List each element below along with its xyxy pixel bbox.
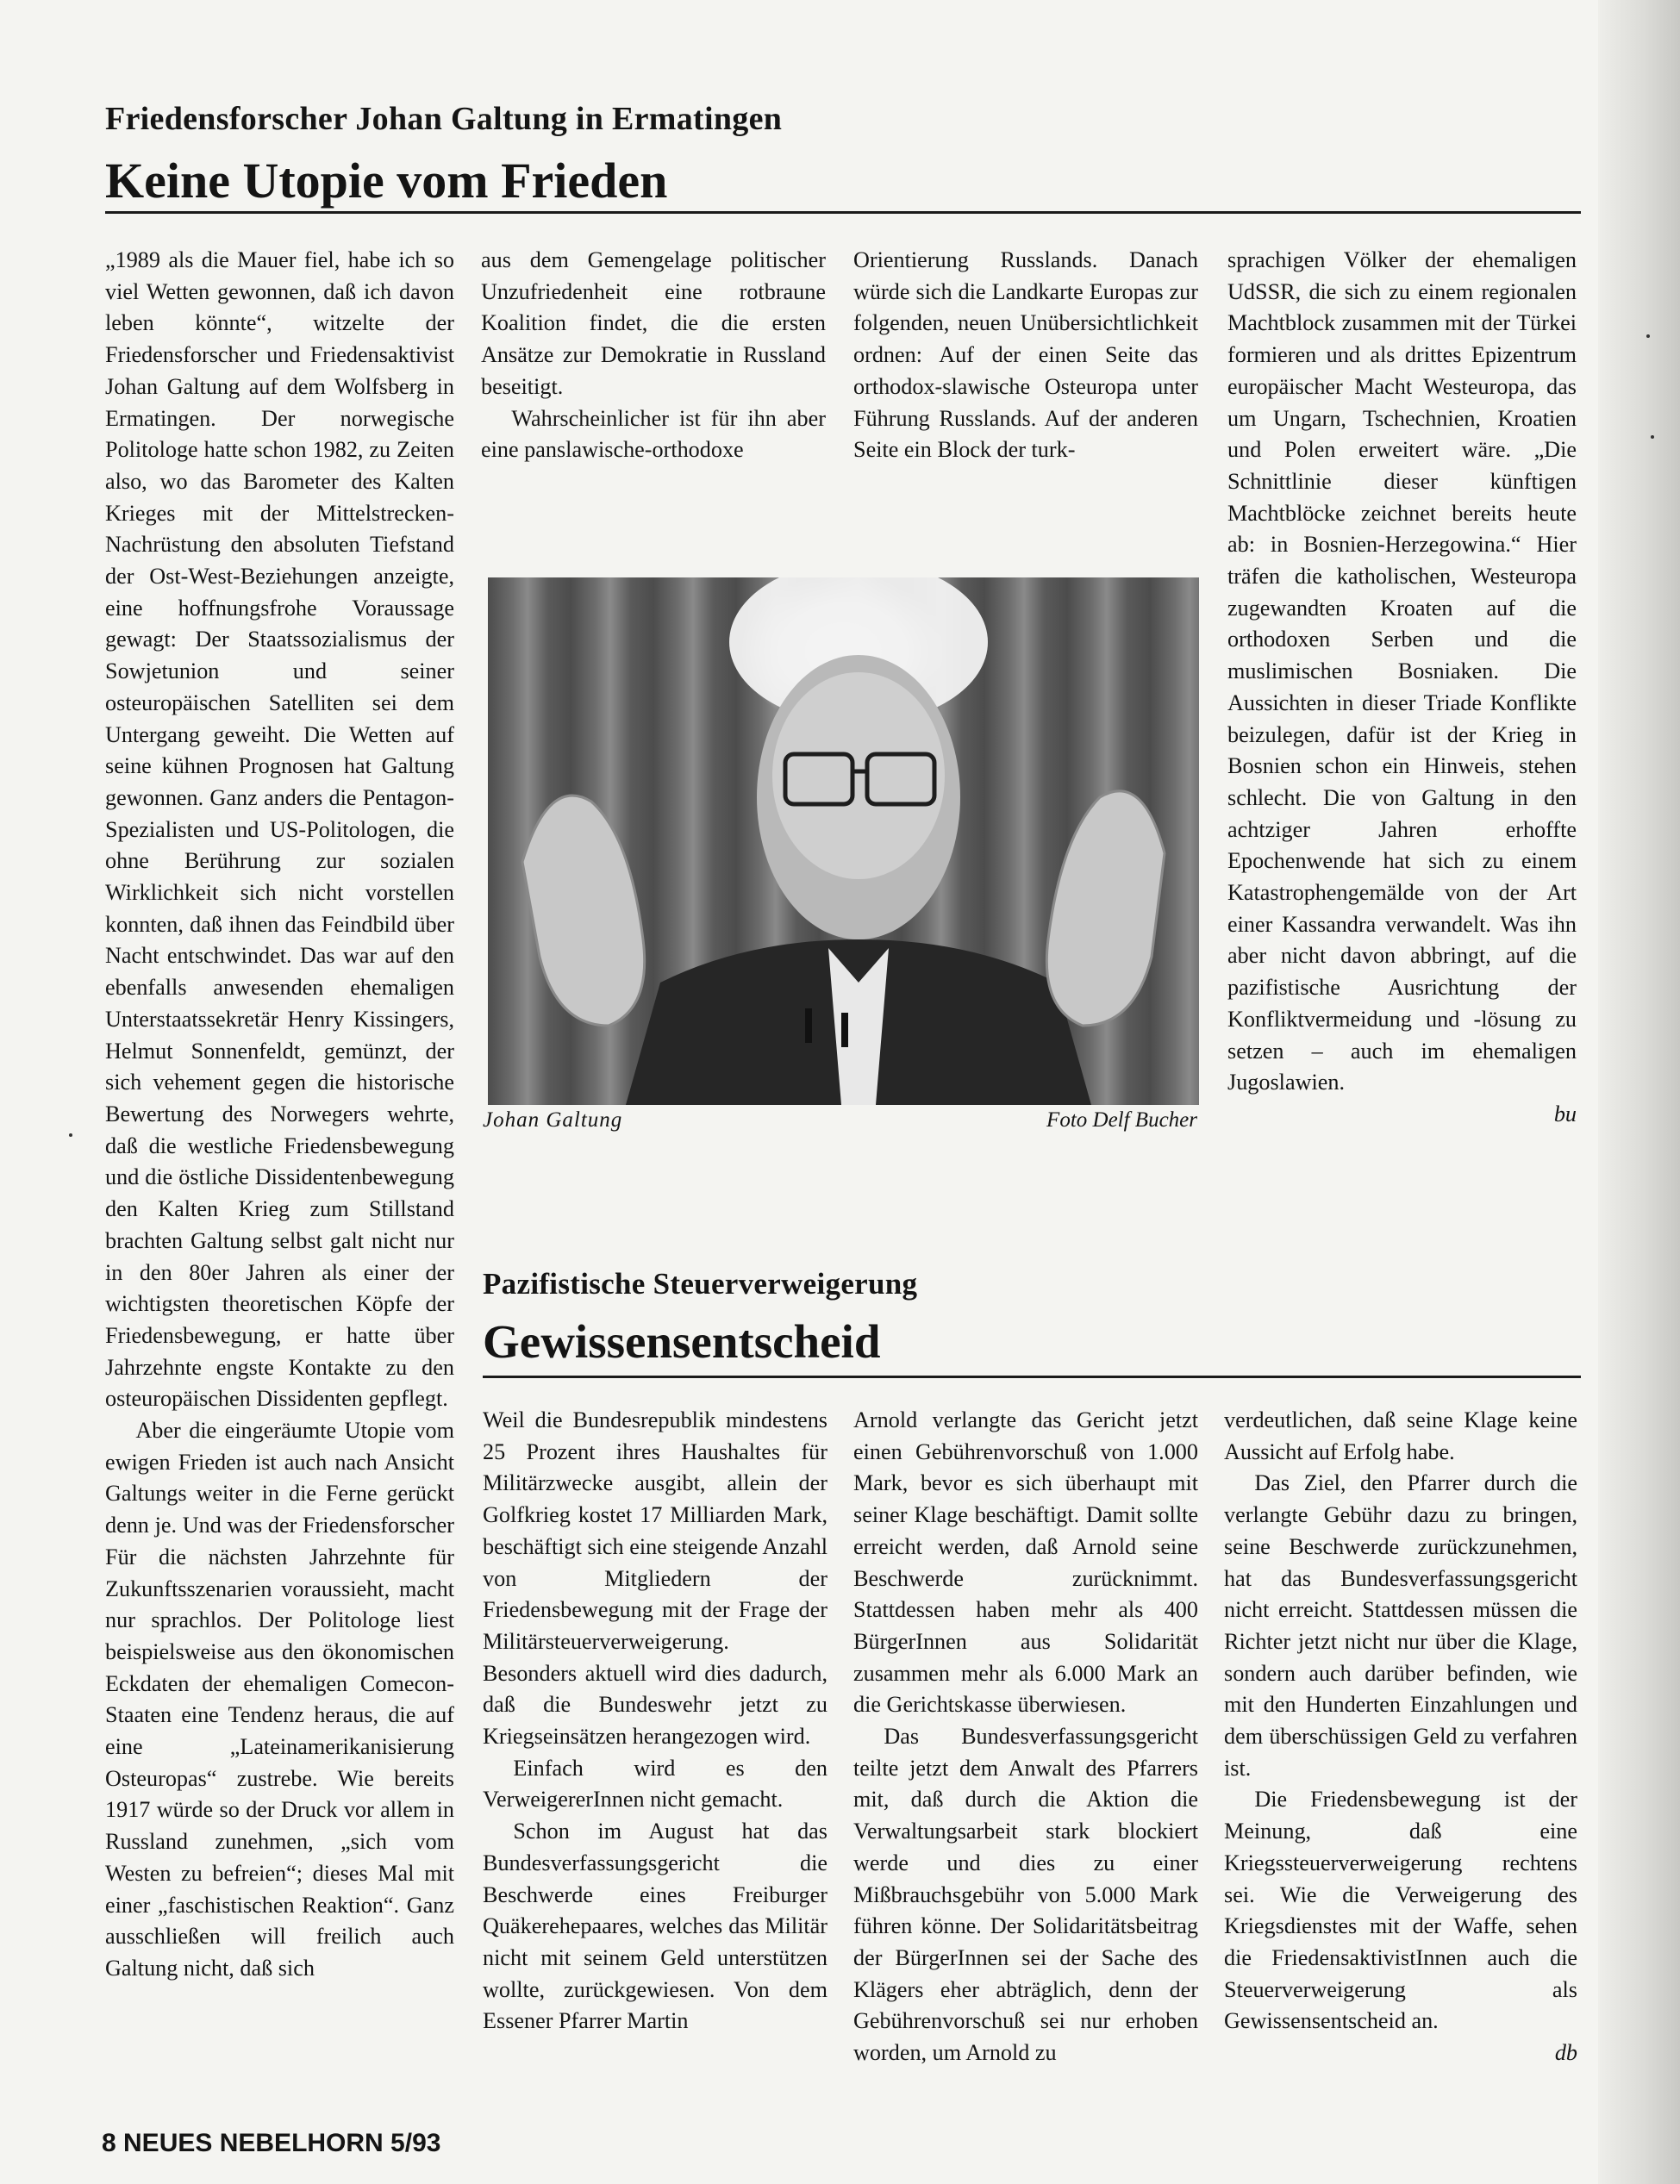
paragraph: aus dem Gemengelage politischer Unzufriedenheit eine rotbraune Koalition findet, die die ersten Ansätze zur Demokratie in Russland beseitigt. [481, 247, 826, 399]
article2-kicker: Pazifistische Steuerverweigerung [483, 1267, 918, 1301]
article1-column-1 [105, 245, 454, 1985]
paragraph: Aber die eingeräumte Utopie vom ewigen Frieden ist auch nach Ansicht Galtungs weiter in die Ferne gerückt denn je. Und was der Friedensforscher Für die nächsten Jahrzehnte für Zukunftsszenarien voraussieht, macht nur sprachlos. Der Politologe liest beispielsweise aus den ökonomischen Eckdaten der ehemaligen Comecon-Staaten eine Tendenz heraus, die auf eine „Lateinamerikanisierung Osteuropas“ zustrebe. Wie bereits 1917 würde so der Druck vor allem in Russland zunehmen, „sich vom Westen zu befreien“; dieses Mal mit einer „faschistischen Reaktion“. Ganz ausschließen will freilich auch Galtung nicht, daß sich [105, 1418, 454, 1981]
article2-rule [483, 1376, 1581, 1378]
paragraph: Die Friedensbewegung ist der Meinung, daß eine Kriegssteuerverweigerung rechtens sei. Wie die Verweigerung des Kriegsdienstes mit der Waffe, sehen die FriedensaktivistInnen auch die Steuerverweigerung als Gewissensentscheid an. [1224, 1787, 1577, 2034]
portrait-photo [488, 577, 1199, 1105]
paragraph: Schon im August hat das Bundesverfassungsgericht die Beschwerde eines Freiburger Quäkerehepaares, welches das Militär nicht mit seinem Geld unterstützen wollte, zurückgewiesen. Von dem Essener Pfarrer Martin [483, 1819, 828, 2034]
paragraph: Das Ziel, den Pfarrer durch die verlangte Gebühr dazu zu bringen, seine Beschwerde zurückzunehmen, hat das Bundesverfassungsgericht nicht erreicht. Stattdessen müssen die Richter jetzt nicht nur über die Klage, sondern auch darüber befinden, wie mit den Hunderten Einzahlungen und dem überschüssigen Geld zu verfahren ist. [1224, 1470, 1577, 1781]
paragraph: verdeutlichen, daß seine Klage keine Aussicht auf Erfolg habe. [1224, 1407, 1577, 1464]
scan-speck [1646, 334, 1650, 338]
photo-caption-name: Johan Galtung [483, 1108, 623, 1132]
page-footer: 8 NEUES NEBELHORN 5/93 [102, 2129, 441, 2157]
paragraph: „1989 als die Mauer fiel, habe ich so viel Wetten gewonnen, daß ich davon leben könnte“, witzelte der Friedensforscher und Friedensaktivist Johan Galtung auf dem Wolfsberg in Ermatingen. Der norwegische Politologe hatte schon 1982, zu Zeiten also, wo das Barometer des Kalten Krieges mit der Mittelstrecken-Nachrüstung den absoluten Tiefstand der Ost-West-Beziehungen anzeigte, eine hoffnungsfrohe Voraussage gewagt: Der Staatssozialismus der Sowjetunion und seiner osteuropäischen Satelliten sei dem Untergang geweiht. Die Wetten auf seine kühnen Prognosen hat Galtung gewonnen. Ganz anders die Pentagon-Spezialisten und US-Politologen, die ohne Berührung zur sozialen Wirklichkeit sich nicht vorstellen konnten, daß ihnen das Feindbild über Nacht entschwindet. Das war auf den ebenfalls anwesenden ehemaligen Unterstaatssekretär Henry Kissingers, Helmut Sonnenfeldt, gemünzt, der sich vehement gegen die historische Bewertung des Norwegers wehrte, daß die westliche Friedensbewegung und die östliche Dissidentenbewegung den Kalten Krieg zum Stillstand brachten Galtung selbst galt nicht nur in den 80er Jahren als einer der wichtigsten theoretischen Köpfe der Friedensbewegung, er hatte über Jahrzehnte engste Kontakte zu den osteuropäischen Dissidenten gepflegt. [105, 247, 454, 1412]
article2-column-3 [1224, 1405, 1577, 2069]
article1-headline: Keine Utopie vom Frieden [105, 153, 668, 209]
scan-speck [69, 1133, 72, 1137]
paragraph: Arnold verlangte das Gericht jetzt einen Gebührenvorschuß von 1.000 Mark, bevor es sich überhaupt mit seiner Klage beschäftigt. Damit sollte erreicht werden, daß Arnold seine Beschwerde zurücknimmt. Stattdessen haben mehr als 400 BürgerInnen aus Solidarität zusammen mehr als 6.000 Mark an die Gerichtskasse überwiesen. [853, 1407, 1198, 1718]
photo-caption-credit: Foto Delf Bucher [1046, 1108, 1197, 1132]
paragraph: Wahrscheinlicher ist für ihn aber eine panslawische-orthodoxe [481, 405, 826, 463]
paragraph: Einfach wird es den VerweigererInnen nicht gemacht. [483, 1755, 828, 1813]
paragraph: sprachigen Völker der ehemaligen UdSSR, die sich zu einem regionalen Machtblock zusammen mit der Türkei formieren und als drittes Epizentrum europäischer Macht Westeuropa, das um Ungarn, Tschechnien, Kroatien und Polen erweitert wäre. „Die Schnittlinie dieser künftigen Machtblöcke zeichnet bereits heute ab: in Bosnien-Herzegowina.“ Hier träfen die katholischen, Westeuropa zugewandten Kroaten auf die orthodoxen Serben und die muslimischen Bosniaken. Die Aussichten in dieser Triade Konflikte beizulegen, dafür ist der Krieg in Bosnien schon ein Hinweis, stehen schlecht. Die von Galtung in den achtziger Jahren erhoffte Epochenwende hat sich zu einem Katastrophengemälde von der Art einer Kassandra verwandelt. Was ihn aber nicht davon abbringt, auf die pazifistische Ausrichtung der Konfliktvermeidung und -lösung zu setzen – auch im ehemaligen Jugoslawien. [1227, 247, 1577, 1095]
portrait-illustration [488, 577, 1199, 1105]
article1-column-3 [853, 245, 1198, 466]
article1-rule [105, 211, 1581, 214]
page-edge-shadow [1598, 0, 1680, 2184]
article2-column-1 [483, 1405, 828, 2037]
article2-signature: db [1554, 2040, 1577, 2066]
scan-speck [1651, 435, 1654, 439]
paragraph: Orientierung Russlands. Danach würde sich die Landkarte Europas zur folgenden, neuen Unübersichtlichkeit ordnen: Auf der einen Seite das orthodox-slawische Osteuropa unter Führung Russlands. Auf der anderen Seite ein Block der turk- [853, 247, 1198, 463]
paragraph: Weil die Bundesrepublik mindestens 25 Prozent ihres Haushaltes für Militärzwecke ausgibt, allein der Golfkrieg kostet 17 Milliarden Mark, beschäftigt sich eine steigende Anzahl von Mitgliedern der Friedensbewegung mit der Frage der Militärsteuerverweigerung. Besonders aktuell wird dies dadurch, daß die Bundeswehr jetzt zu Kriegseinsätzen herangezogen wird. [483, 1407, 828, 1750]
article1-signature: bu [1553, 1101, 1577, 1126]
article1-kicker: Friedensforscher Johan Galtung in Ermatingen [105, 101, 783, 137]
article1-column-4 [1227, 245, 1577, 1131]
article2-headline: Gewissensentscheid [483, 1315, 881, 1368]
article2-column-2 [853, 1405, 1198, 2069]
paragraph: Das Bundesverfassungsgericht teilte jetzt dem Anwalt des Pfarrers mit, daß durch die Aktion die Verwaltungsarbeit stark blockiert werde und dies zu einer Mißbrauchsgebühr von 5.000 Mark führen könne. Der Solidaritätsbeitrag der BürgerInnen sei der Sache des Klägers eher abträglich, denn der Gebührenvorschuß sei nur erhoben worden, um Arnold zu [853, 1724, 1198, 2066]
article1-column-2 [481, 245, 826, 466]
